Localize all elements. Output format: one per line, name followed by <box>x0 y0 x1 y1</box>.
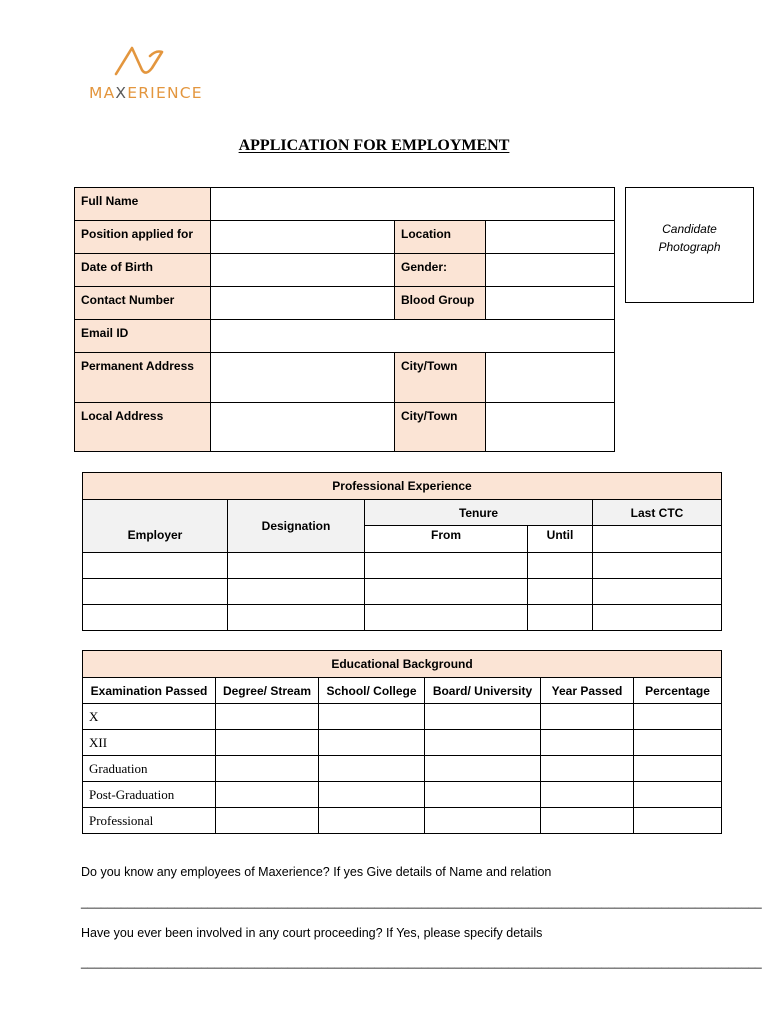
education-cell[interactable] <box>216 756 319 782</box>
experience-header: Professional Experience <box>83 473 722 500</box>
from-cell[interactable] <box>365 579 528 605</box>
blood-group-label: Blood Group <box>395 287 486 320</box>
designation-cell[interactable] <box>228 553 365 579</box>
education-cell[interactable] <box>634 756 722 782</box>
contact-field[interactable] <box>211 287 395 320</box>
local-address-label: Local Address <box>75 403 211 452</box>
city-label-1: City/Town <box>395 353 486 403</box>
last-ctc-blank <box>593 526 722 553</box>
exam-label: X <box>83 704 216 730</box>
education-cell[interactable] <box>216 782 319 808</box>
column-header: School/ College <box>319 678 425 704</box>
last-ctc-header: Last CTC <box>593 500 722 526</box>
gender-label: Gender: <box>395 254 486 287</box>
contact-label: Contact Number <box>75 287 211 320</box>
education-cell[interactable] <box>541 756 634 782</box>
education-cell[interactable] <box>634 704 722 730</box>
exam-label: Post-Graduation <box>83 782 216 808</box>
education-cell[interactable] <box>425 808 541 834</box>
ctc-cell[interactable] <box>593 553 722 579</box>
city-field-1[interactable] <box>486 353 615 403</box>
gender-field[interactable] <box>486 254 615 287</box>
education-cell[interactable] <box>541 808 634 834</box>
permanent-address-label: Permanent Address <box>75 353 211 403</box>
email-label: Email ID <box>75 320 211 353</box>
education-cell[interactable] <box>425 730 541 756</box>
education-header: Educational Background <box>83 651 722 678</box>
employer-header: Employer <box>83 500 228 553</box>
exam-label: Graduation <box>83 756 216 782</box>
exam-label: XII <box>83 730 216 756</box>
answer-line-2[interactable]: ______________________________________________________________________________________________________ <box>81 955 762 969</box>
candidate-photo-box[interactable] <box>625 187 754 303</box>
tenure-header: Tenure <box>365 500 593 526</box>
education-cell[interactable] <box>216 704 319 730</box>
ctc-cell[interactable] <box>593 579 722 605</box>
ctc-cell[interactable] <box>593 605 722 631</box>
experience-row <box>83 553 722 579</box>
location-label: Location <box>395 221 486 254</box>
full-name-label: Full Name <box>75 188 211 221</box>
education-cell[interactable] <box>319 730 425 756</box>
designation-header: Designation <box>228 500 365 553</box>
education-cell[interactable] <box>216 730 319 756</box>
education-cell[interactable] <box>541 782 634 808</box>
education-table <box>82 650 722 834</box>
until-header: Until <box>528 526 593 553</box>
education-cell[interactable] <box>216 808 319 834</box>
education-row <box>83 782 722 808</box>
experience-row <box>83 605 722 631</box>
logo-mark-icon <box>112 44 166 80</box>
personal-details-table <box>74 187 615 452</box>
column-header: Degree/ Stream <box>216 678 319 704</box>
designation-cell[interactable] <box>228 579 365 605</box>
from-header: From <box>365 526 528 553</box>
local-address-field[interactable] <box>211 403 395 452</box>
email-field[interactable] <box>211 320 615 353</box>
permanent-address-field[interactable] <box>211 353 395 403</box>
dob-label: Date of Birth <box>75 254 211 287</box>
city-label-2: City/Town <box>395 403 486 452</box>
full-name-field[interactable] <box>211 188 615 221</box>
education-cell[interactable] <box>425 756 541 782</box>
education-cell[interactable] <box>319 808 425 834</box>
designation-cell[interactable] <box>228 605 365 631</box>
education-cell[interactable] <box>319 782 425 808</box>
experience-row <box>83 579 722 605</box>
education-cell[interactable] <box>425 782 541 808</box>
location-field[interactable] <box>486 221 615 254</box>
education-row <box>83 808 722 834</box>
photo-label-line1: Candidate <box>662 222 717 236</box>
employer-cell[interactable] <box>83 553 228 579</box>
city-field-2[interactable] <box>486 403 615 452</box>
experience-table <box>82 472 722 631</box>
column-header: Examination Passed <box>83 678 216 704</box>
blood-group-field[interactable] <box>486 287 615 320</box>
question-employees-known: Do you know any employees of Maxerience? If yes Give details of Name and relation <box>81 865 552 879</box>
education-cell[interactable] <box>634 782 722 808</box>
question-court-proceeding: Have you ever been involved in any court proceeding? If Yes, please specify details <box>81 926 543 940</box>
education-cell[interactable] <box>425 704 541 730</box>
dob-field[interactable] <box>211 254 395 287</box>
education-cell[interactable] <box>634 808 722 834</box>
education-cell[interactable] <box>541 730 634 756</box>
page-title: APPLICATION FOR EMPLOYMENT <box>238 137 510 154</box>
education-row <box>83 730 722 756</box>
position-label: Position applied for <box>75 221 211 254</box>
column-header: Year Passed <box>541 678 634 704</box>
column-header: Percentage <box>634 678 722 704</box>
company-logo-text: MAXERIENCE <box>89 84 203 102</box>
column-header: Board/ University <box>425 678 541 704</box>
from-cell[interactable] <box>365 605 528 631</box>
education-row <box>83 756 722 782</box>
until-cell[interactable] <box>528 553 593 579</box>
education-row <box>83 704 722 730</box>
photo-label-line2: Photograph <box>658 240 721 254</box>
position-field[interactable] <box>211 221 395 254</box>
exam-label: Professional <box>83 808 216 834</box>
education-cell[interactable] <box>634 730 722 756</box>
until-cell[interactable] <box>528 605 593 631</box>
until-cell[interactable] <box>528 579 593 605</box>
education-cell[interactable] <box>541 704 634 730</box>
education-cell[interactable] <box>319 756 425 782</box>
from-cell[interactable] <box>365 553 528 579</box>
employer-cell[interactable] <box>83 579 228 605</box>
answer-line-1[interactable]: ______________________________________________________________________________________________________ <box>81 895 762 909</box>
employer-cell[interactable] <box>83 605 228 631</box>
education-cell[interactable] <box>319 704 425 730</box>
